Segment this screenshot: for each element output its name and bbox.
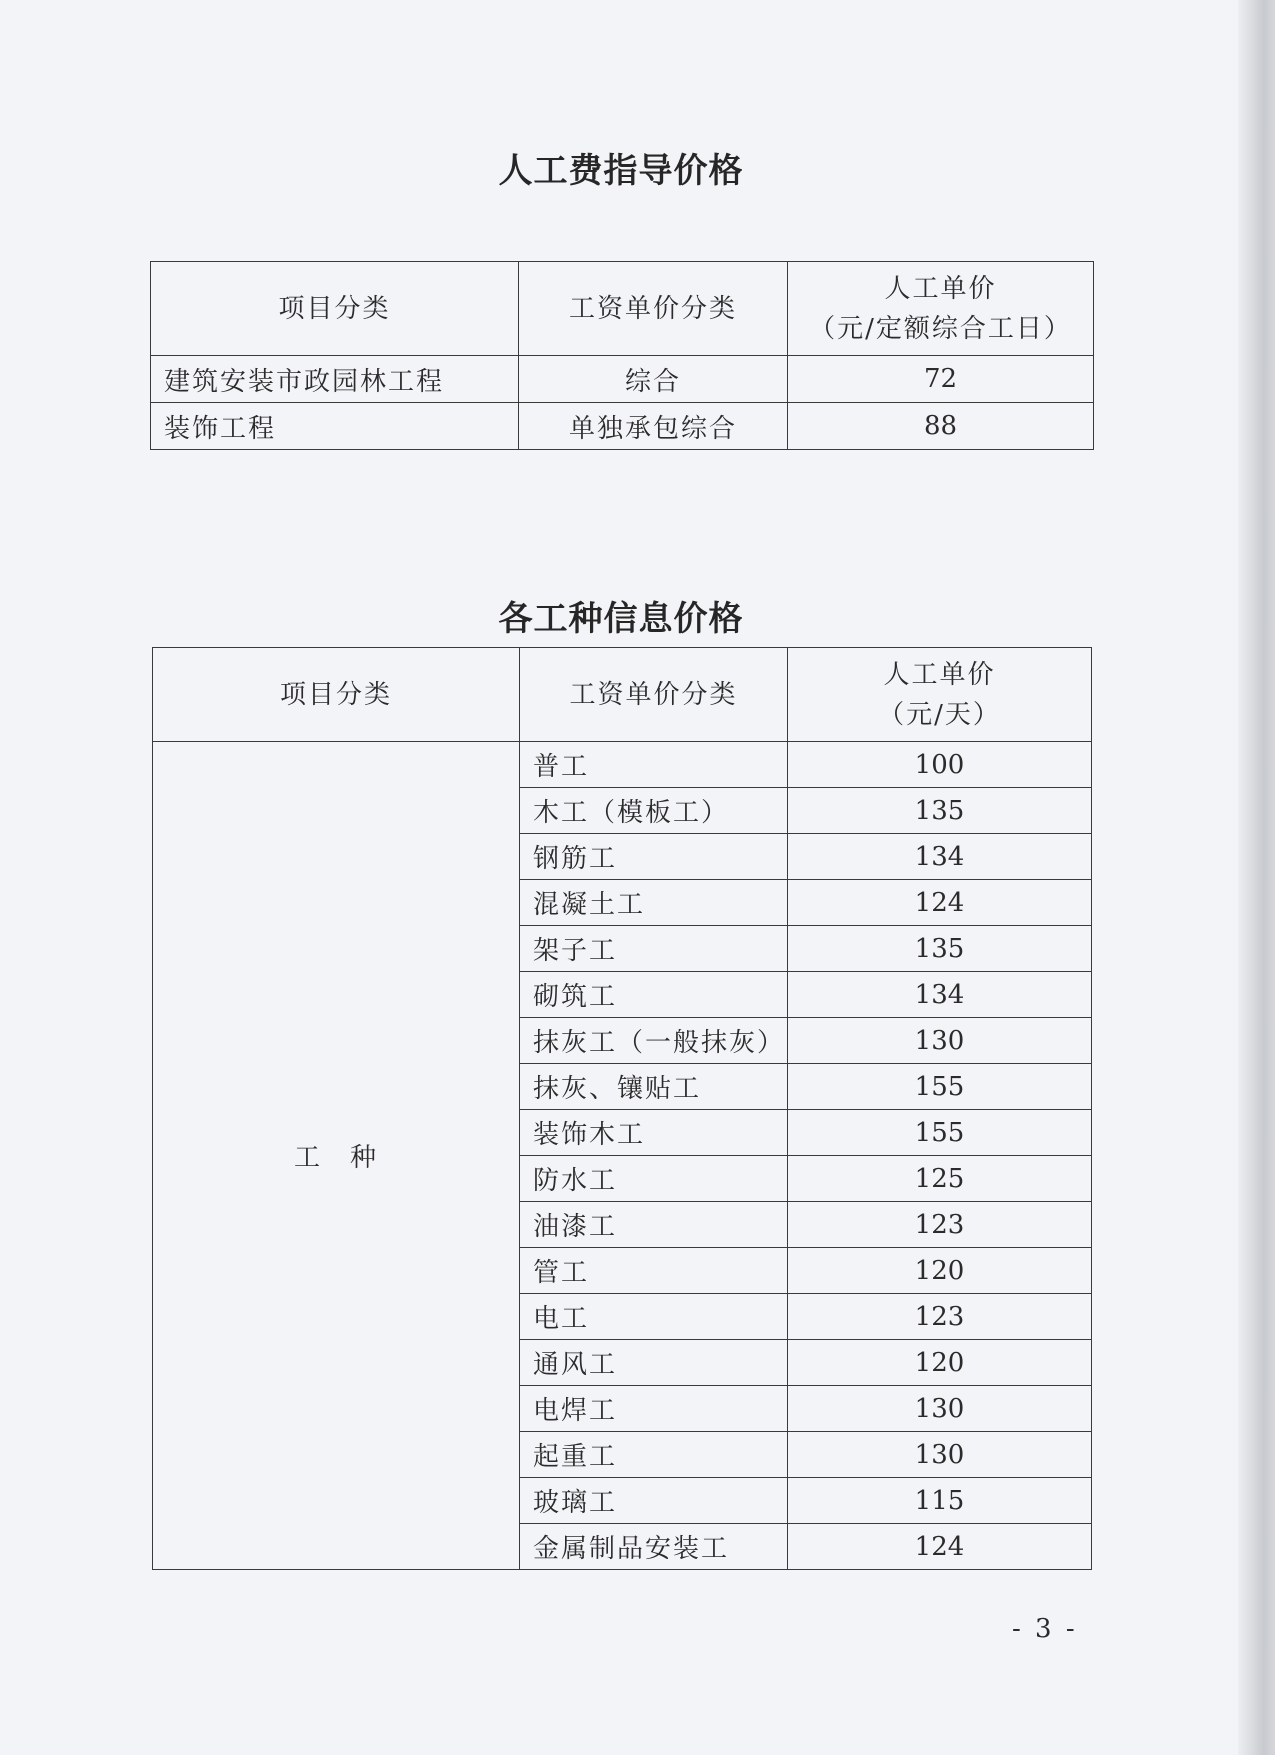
row-price: 130 — [788, 1386, 1092, 1432]
trade-prices-title: 各工种信息价格 — [498, 599, 744, 639]
row-price: 124 — [788, 1524, 1092, 1570]
row-trade: 架子工 — [520, 926, 788, 972]
row-trade: 抹灰、镶贴工 — [520, 1064, 788, 1110]
header-unit-price-cell — [788, 262, 1094, 356]
row-trade: 电工 — [520, 1294, 788, 1340]
row-price: 125 — [788, 1156, 1092, 1202]
trade-group-label: 工 种 — [153, 742, 520, 1570]
header-unit-price: 人工单价 — [884, 273, 997, 304]
scan-edge-shadow — [1238, 0, 1275, 1755]
row-trade: 防水工 — [520, 1156, 788, 1202]
row-price: 155 — [788, 1064, 1092, 1110]
row-wage-class: 综合 — [519, 356, 788, 403]
row-trade: 钢筋工 — [520, 834, 788, 880]
row-price: 134 — [788, 834, 1092, 880]
table-header-row — [151, 262, 1094, 356]
row-price: 88 — [788, 403, 1094, 450]
row-trade: 木工（模板工） — [520, 788, 788, 834]
row-price: 72 — [788, 356, 1094, 403]
row-price: 135 — [788, 926, 1092, 972]
header-category: 项目分类 — [153, 648, 520, 742]
row-trade: 管工 — [520, 1248, 788, 1294]
row-price: 115 — [788, 1478, 1092, 1524]
row-trade: 起重工 — [520, 1432, 788, 1478]
table-row — [153, 742, 1092, 788]
row-price: 123 — [788, 1202, 1092, 1248]
table-row — [151, 356, 1094, 403]
row-price: 120 — [788, 1340, 1092, 1386]
header-category: 项目分类 — [151, 262, 519, 356]
row-price: 155 — [788, 1110, 1092, 1156]
header-unit-price-unit: （元/定额综合工日） — [809, 313, 1072, 344]
header-wage-class: 工资单价分类 — [520, 648, 788, 742]
table-header-row — [153, 648, 1092, 742]
table-row — [151, 403, 1094, 450]
labor-guide-table-body — [151, 262, 1094, 450]
row-trade: 装饰木工 — [520, 1110, 788, 1156]
header-unit-price-cell — [788, 648, 1092, 742]
row-price: 134 — [788, 972, 1092, 1018]
row-category: 装饰工程 — [151, 403, 519, 450]
row-trade: 金属制品安装工 — [520, 1524, 788, 1570]
row-trade: 电焊工 — [520, 1386, 788, 1432]
row-price: 130 — [788, 1018, 1092, 1064]
header-unit-price: 人工单价 — [883, 659, 996, 690]
row-wage-class: 单独承包综合 — [519, 403, 788, 450]
row-trade: 通风工 — [520, 1340, 788, 1386]
row-trade: 砌筑工 — [520, 972, 788, 1018]
trade-prices-table-body — [153, 648, 1092, 1570]
row-price: 135 — [788, 788, 1092, 834]
header-wage-class: 工资单价分类 — [519, 262, 788, 356]
labor-guide-table — [150, 261, 1094, 450]
row-price: 124 — [788, 880, 1092, 926]
row-category: 建筑安装市政园林工程 — [151, 356, 519, 403]
row-trade: 油漆工 — [520, 1202, 788, 1248]
row-trade: 抹灰工（一般抹灰） — [520, 1018, 788, 1064]
row-price: 123 — [788, 1294, 1092, 1340]
row-price: 130 — [788, 1432, 1092, 1478]
page-number: - 3 - — [1012, 1614, 1078, 1644]
row-trade: 玻璃工 — [520, 1478, 788, 1524]
header-unit-price-unit: （元/天） — [878, 699, 1001, 730]
row-trade: 普工 — [520, 742, 788, 788]
row-price: 100 — [788, 742, 1092, 788]
row-trade: 混凝土工 — [520, 880, 788, 926]
row-price: 120 — [788, 1248, 1092, 1294]
trade-prices-table — [152, 647, 1092, 1570]
labor-guide-title: 人工费指导价格 — [498, 151, 744, 191]
